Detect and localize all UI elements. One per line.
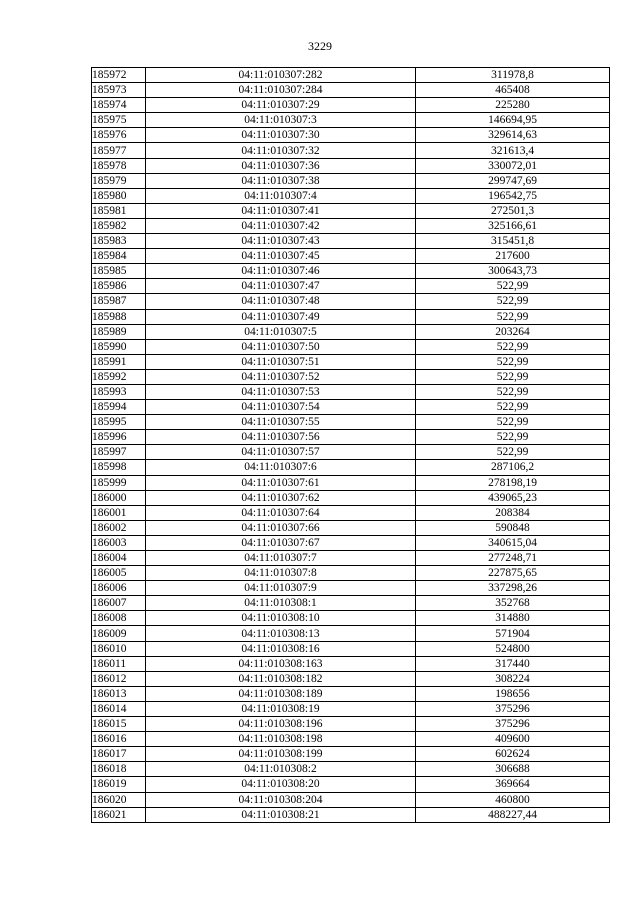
- row-number-cell: 186001: [92, 505, 146, 520]
- cadastral-number-cell: 04:11:010308:196: [146, 717, 416, 732]
- table-row: [92, 218, 610, 233]
- cadastral-number-cell: 04:11:010307:8: [146, 566, 416, 581]
- row-number-cell: 185999: [92, 475, 146, 490]
- row-number-cell: 185986: [92, 279, 146, 294]
- table-row: [92, 490, 610, 505]
- cadastral-number-cell: 04:11:010307:64: [146, 505, 416, 520]
- table-row: [92, 717, 610, 732]
- row-number-cell: 186005: [92, 566, 146, 581]
- row-number-cell: 185974: [92, 98, 146, 113]
- cadastral-number-cell: 04:11:010308:21: [146, 807, 416, 822]
- row-number-cell: 186017: [92, 747, 146, 762]
- row-number-cell: 185972: [92, 68, 146, 83]
- table-row: [92, 173, 610, 188]
- cadastral-number-cell: 04:11:010307:47: [146, 279, 416, 294]
- cadastral-number-cell: 04:11:010307:54: [146, 400, 416, 415]
- cadastral-number-cell: 04:11:010307:32: [146, 143, 416, 158]
- row-number-cell: 185978: [92, 158, 146, 173]
- table-row: [92, 460, 610, 475]
- cadastral-value-cell: 522,99: [416, 294, 610, 309]
- cadastral-value-cell: 325166,61: [416, 218, 610, 233]
- cadastral-value-cell: 465408: [416, 83, 610, 98]
- cadastral-value-table: [91, 67, 610, 823]
- table-row: [92, 520, 610, 535]
- table-row: [92, 535, 610, 550]
- cadastral-number-cell: 04:11:010307:61: [146, 475, 416, 490]
- table-row: [92, 686, 610, 701]
- cadastral-value-cell: 337298,26: [416, 581, 610, 596]
- cadastral-number-cell: 04:11:010308:16: [146, 641, 416, 656]
- cadastral-number-cell: 04:11:010308:163: [146, 656, 416, 671]
- cadastral-value-cell: 272501,3: [416, 203, 610, 218]
- row-number-cell: 185980: [92, 188, 146, 203]
- cadastral-number-cell: 04:11:010307:49: [146, 309, 416, 324]
- row-number-cell: 185990: [92, 339, 146, 354]
- cadastral-value-cell: 203264: [416, 324, 610, 339]
- cadastral-value-cell: 196542,75: [416, 188, 610, 203]
- cadastral-value-cell: 602624: [416, 747, 610, 762]
- cadastral-number-cell: 04:11:010308:13: [146, 626, 416, 641]
- row-number-cell: 186019: [92, 777, 146, 792]
- cadastral-value-cell: 522,99: [416, 415, 610, 430]
- table-row: [92, 249, 610, 264]
- cadastral-value-cell: 330072,01: [416, 158, 610, 173]
- table-row: [92, 445, 610, 460]
- cadastral-number-cell: 04:11:010307:5: [146, 324, 416, 339]
- cadastral-number-cell: 04:11:010307:67: [146, 535, 416, 550]
- cadastral-value-cell: 522,99: [416, 400, 610, 415]
- cadastral-number-cell: 04:11:010307:30: [146, 128, 416, 143]
- cadastral-number-cell: 04:11:010308:1: [146, 596, 416, 611]
- table-row: [92, 68, 610, 83]
- cadastral-number-cell: 04:11:010307:9: [146, 581, 416, 596]
- cadastral-value-cell: 198656: [416, 686, 610, 701]
- table-row: [92, 415, 610, 430]
- cadastral-value-cell: 299747,69: [416, 173, 610, 188]
- row-number-cell: 185997: [92, 445, 146, 460]
- row-number-cell: 186013: [92, 686, 146, 701]
- cadastral-number-cell: 04:11:010307:282: [146, 68, 416, 83]
- cadastral-value-cell: 571904: [416, 626, 610, 641]
- cadastral-value-cell: 227875,65: [416, 566, 610, 581]
- cadastral-value-cell: 208384: [416, 505, 610, 520]
- cadastral-number-cell: 04:11:010307:52: [146, 369, 416, 384]
- row-number-cell: 185979: [92, 173, 146, 188]
- cadastral-number-cell: 04:11:010307:42: [146, 218, 416, 233]
- row-number-cell: 185981: [92, 203, 146, 218]
- table-row: [92, 98, 610, 113]
- table-row: [92, 324, 610, 339]
- table-row: [92, 762, 610, 777]
- cadastral-number-cell: 04:11:010308:182: [146, 671, 416, 686]
- cadastral-number-cell: 04:11:010307:48: [146, 294, 416, 309]
- table-row: [92, 671, 610, 686]
- table-row: [92, 656, 610, 671]
- cadastral-number-cell: 04:11:010307:6: [146, 460, 416, 475]
- table-row: [92, 701, 610, 716]
- table-row: [92, 279, 610, 294]
- row-number-cell: 186009: [92, 626, 146, 641]
- cadastral-value-cell: 369664: [416, 777, 610, 792]
- cadastral-value-cell: 311978,8: [416, 68, 610, 83]
- table-row: [92, 732, 610, 747]
- table-row: [92, 143, 610, 158]
- cadastral-number-cell: 04:11:010307:7: [146, 551, 416, 566]
- cadastral-number-cell: 04:11:010307:62: [146, 490, 416, 505]
- cadastral-number-cell: 04:11:010308:2: [146, 762, 416, 777]
- row-number-cell: 185988: [92, 309, 146, 324]
- row-number-cell: 185993: [92, 384, 146, 399]
- cadastral-number-cell: 04:11:010308:19: [146, 701, 416, 716]
- cadastral-number-cell: 04:11:010308:10: [146, 611, 416, 626]
- cadastral-value-cell: 352768: [416, 596, 610, 611]
- cadastral-number-cell: 04:11:010307:66: [146, 520, 416, 535]
- cadastral-value-cell: 287106,2: [416, 460, 610, 475]
- table-row: [92, 611, 610, 626]
- cadastral-value-cell: 375296: [416, 701, 610, 716]
- cadastral-value-cell: 522,99: [416, 354, 610, 369]
- row-number-cell: 185998: [92, 460, 146, 475]
- row-number-cell: 185991: [92, 354, 146, 369]
- cadastral-value-cell: 277248,71: [416, 551, 610, 566]
- cadastral-value-cell: 409600: [416, 732, 610, 747]
- table-row: [92, 339, 610, 354]
- cadastral-number-cell: 04:11:010308:189: [146, 686, 416, 701]
- row-number-cell: 186007: [92, 596, 146, 611]
- table-row: [92, 777, 610, 792]
- table-row: [92, 203, 610, 218]
- cadastral-value-cell: 321613,4: [416, 143, 610, 158]
- table-row: [92, 128, 610, 143]
- table-row: [92, 354, 610, 369]
- table-row: [92, 626, 610, 641]
- row-number-cell: 185987: [92, 294, 146, 309]
- cadastral-number-cell: 04:11:010307:29: [146, 98, 416, 113]
- cadastral-value-cell: 524800: [416, 641, 610, 656]
- cadastral-value-cell: 522,99: [416, 384, 610, 399]
- page-number: 3229: [308, 39, 332, 53]
- row-number-cell: 185977: [92, 143, 146, 158]
- cadastral-number-cell: 04:11:010307:38: [146, 173, 416, 188]
- cadastral-value-cell: 522,99: [416, 309, 610, 324]
- cadastral-number-cell: 04:11:010307:45: [146, 249, 416, 264]
- cadastral-value-cell: 522,99: [416, 279, 610, 294]
- row-number-cell: 185994: [92, 400, 146, 415]
- cadastral-value-cell: 439065,23: [416, 490, 610, 505]
- table-row: [92, 566, 610, 581]
- table-row: [92, 641, 610, 656]
- table-row: [92, 264, 610, 279]
- row-number-cell: 185984: [92, 249, 146, 264]
- row-number-cell: 186000: [92, 490, 146, 505]
- cadastral-value-cell: 522,99: [416, 339, 610, 354]
- cadastral-value-cell: 460800: [416, 792, 610, 807]
- cadastral-number-cell: 04:11:010308:198: [146, 732, 416, 747]
- table-row: [92, 747, 610, 762]
- row-number-cell: 186015: [92, 717, 146, 732]
- cadastral-value-cell: 278198,19: [416, 475, 610, 490]
- table-row: [92, 792, 610, 807]
- cadastral-number-cell: 04:11:010307:57: [146, 445, 416, 460]
- row-number-cell: 185975: [92, 113, 146, 128]
- cadastral-number-cell: 04:11:010308:204: [146, 792, 416, 807]
- cadastral-number-cell: 04:11:010307:55: [146, 415, 416, 430]
- table-row: [92, 234, 610, 249]
- row-number-cell: 185973: [92, 83, 146, 98]
- cadastral-number-cell: 04:11:010307:50: [146, 339, 416, 354]
- row-number-cell: 186002: [92, 520, 146, 535]
- cadastral-value-cell: 522,99: [416, 369, 610, 384]
- row-number-cell: 185982: [92, 218, 146, 233]
- cadastral-value-cell: 314880: [416, 611, 610, 626]
- cadastral-number-cell: 04:11:010307:284: [146, 83, 416, 98]
- row-number-cell: 186021: [92, 807, 146, 822]
- cadastral-number-cell: 04:11:010307:36: [146, 158, 416, 173]
- row-number-cell: 186011: [92, 656, 146, 671]
- row-number-cell: 186008: [92, 611, 146, 626]
- cadastral-value-cell: 217600: [416, 249, 610, 264]
- cadastral-value-cell: 225280: [416, 98, 610, 113]
- table-row: [92, 369, 610, 384]
- table-row: [92, 83, 610, 98]
- row-number-cell: 185996: [92, 430, 146, 445]
- row-number-cell: 186016: [92, 732, 146, 747]
- table-row: [92, 596, 610, 611]
- cadastral-value-cell: 375296: [416, 717, 610, 732]
- row-number-cell: 185985: [92, 264, 146, 279]
- table-row: [92, 309, 610, 324]
- cadastral-value-cell: 300643,73: [416, 264, 610, 279]
- cadastral-number-cell: 04:11:010307:51: [146, 354, 416, 369]
- table-row: [92, 188, 610, 203]
- cadastral-value-cell: 146694,95: [416, 113, 610, 128]
- row-number-cell: 186014: [92, 701, 146, 716]
- cadastral-value-cell: 522,99: [416, 430, 610, 445]
- cadastral-value-cell: 308224: [416, 671, 610, 686]
- row-number-cell: 186010: [92, 641, 146, 656]
- row-number-cell: 186003: [92, 535, 146, 550]
- table-row: [92, 475, 610, 490]
- table-row: [92, 551, 610, 566]
- cadastral-number-cell: 04:11:010307:56: [146, 430, 416, 445]
- cadastral-value-cell: 590848: [416, 520, 610, 535]
- cadastral-value-cell: 340615,04: [416, 535, 610, 550]
- cadastral-number-cell: 04:11:010308:199: [146, 747, 416, 762]
- cadastral-value-cell: 317440: [416, 656, 610, 671]
- row-number-cell: 186006: [92, 581, 146, 596]
- table-row: [92, 113, 610, 128]
- table-row: [92, 158, 610, 173]
- table-row: [92, 294, 610, 309]
- cadastral-number-cell: 04:11:010307:4: [146, 188, 416, 203]
- cadastral-value-cell: 306688: [416, 762, 610, 777]
- table-row: [92, 581, 610, 596]
- row-number-cell: 185995: [92, 415, 146, 430]
- row-number-cell: 185976: [92, 128, 146, 143]
- cadastral-value-cell: 522,99: [416, 445, 610, 460]
- cadastral-value-cell: 315451,8: [416, 234, 610, 249]
- table-row: [92, 384, 610, 399]
- row-number-cell: 186018: [92, 762, 146, 777]
- cadastral-number-cell: 04:11:010308:20: [146, 777, 416, 792]
- table-body: [92, 68, 610, 823]
- cadastral-number-cell: 04:11:010307:3: [146, 113, 416, 128]
- row-number-cell: 185989: [92, 324, 146, 339]
- row-number-cell: 186004: [92, 551, 146, 566]
- row-number-cell: 185983: [92, 234, 146, 249]
- cadastral-number-cell: 04:11:010307:43: [146, 234, 416, 249]
- cadastral-number-cell: 04:11:010307:46: [146, 264, 416, 279]
- cadastral-value-cell: 329614,63: [416, 128, 610, 143]
- table-row: [92, 505, 610, 520]
- row-number-cell: 186020: [92, 792, 146, 807]
- cadastral-number-cell: 04:11:010307:53: [146, 384, 416, 399]
- table-row: [92, 807, 610, 822]
- table-row: [92, 430, 610, 445]
- cadastral-number-cell: 04:11:010307:41: [146, 203, 416, 218]
- row-number-cell: 185992: [92, 369, 146, 384]
- table-row: [92, 400, 610, 415]
- row-number-cell: 186012: [92, 671, 146, 686]
- cadastral-value-cell: 488227,44: [416, 807, 610, 822]
